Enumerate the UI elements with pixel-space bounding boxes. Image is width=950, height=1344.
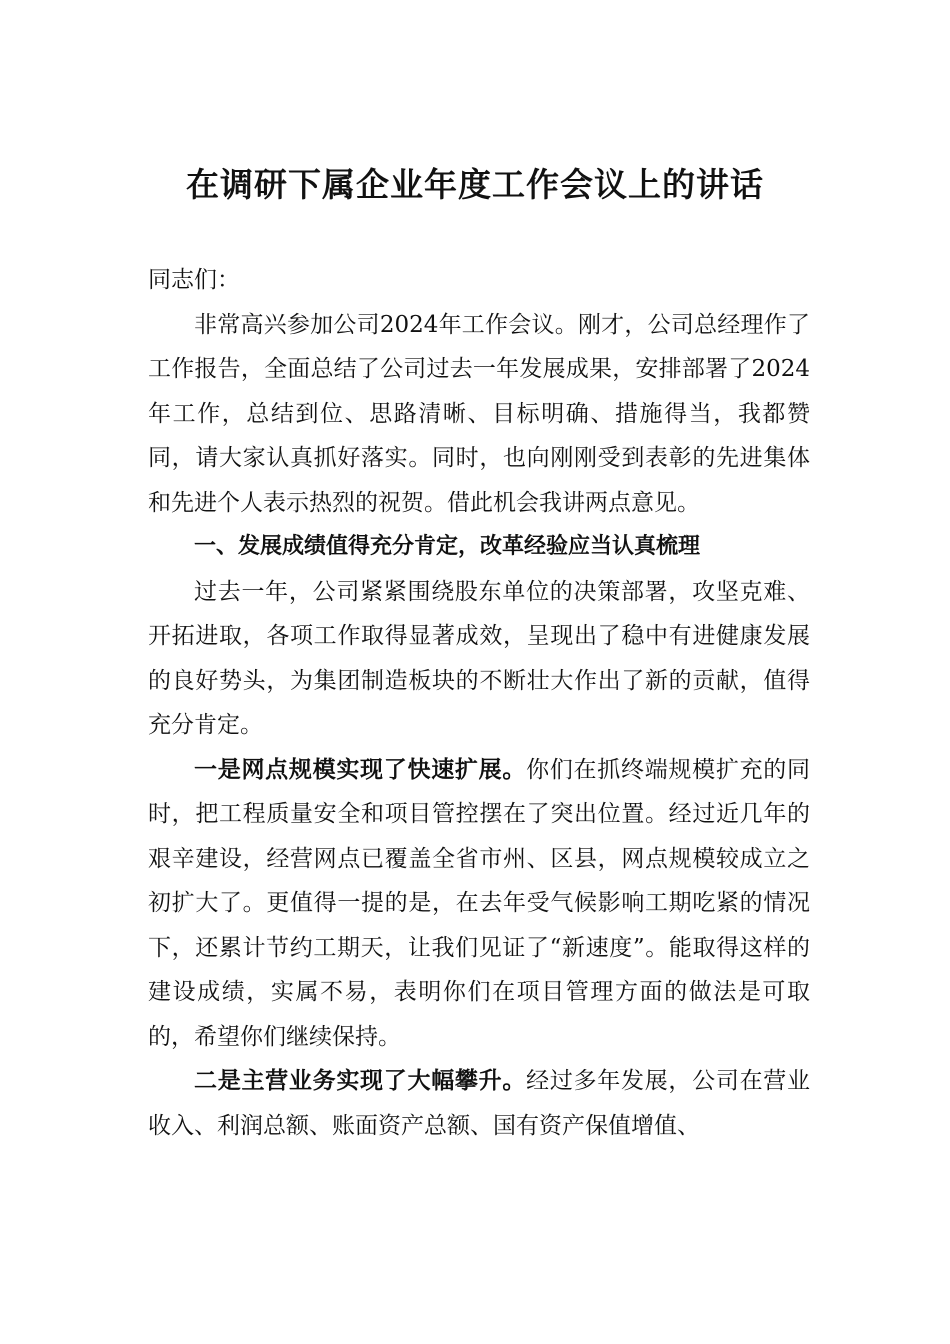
- section-heading-1: 一、发展成绩值得充分肯定，改革经验应当认真梳理: [194, 534, 701, 559]
- paragraph-text: 过去一年，公司紧紧围绕股东单位的决策部署，攻坚克难、开拓进取，各项工作取得显著成效，呈现出了稳中有进健康发展的良好势头，为集团制造板块的不断壮大作出了新的贡献，值得充分肯定。: [148, 578, 810, 738]
- opening-paragraph: [148, 303, 810, 526]
- paragraph-lead: 一是网点规模实现了快速扩展。: [194, 755, 527, 783]
- document-body: [148, 258, 810, 1148]
- section1-paragraph-point-1: [148, 748, 810, 1060]
- paragraph-lead: 二是主营业务实现了大幅攀升。: [194, 1067, 527, 1094]
- paragraph-text: 经过多年发展，公司在营业收入、利润总额、账面资产总额、国有资产保值增值、: [148, 1068, 811, 1139]
- paragraph-text: 你们在抓终端规模扩充的同时，把工程质量安全和项目管控摆在了突出位置。经过近几年的艰辛建设，经营网点已覆盖全省市州、区县，网点规模较成立之初扩大了。更值得一提的是，在去年受气候影响工期吃紧的情况下，还累计节约工期天，让我们见证了“新速度”。能取得这样的建设成绩，实属不易，表明你们在项目管理方面的做法是可取的，希望你们继续保持。: [148, 756, 811, 1050]
- salutation: 同志们：: [148, 267, 240, 293]
- document-title: 在调研下属企业年度工作会议上的讲话: [186, 165, 764, 204]
- section1-paragraph-intro: [148, 570, 810, 748]
- section1-paragraph-point-2: [148, 1059, 810, 1148]
- paragraph-text: 非常高兴参加公司2024年工作会议。刚才，公司总经理作了工作报告，全面总结了公司过去一年发展成果，安排部署了2024年工作，总结到位、思路清晰、目标明确、措施得当，我都赞同，请大家认真抓好落实。同时，也向刚刚受到表彰的先进集体和先进个人表示热烈的祝贺。借此机会我讲两点意见。: [148, 311, 810, 516]
